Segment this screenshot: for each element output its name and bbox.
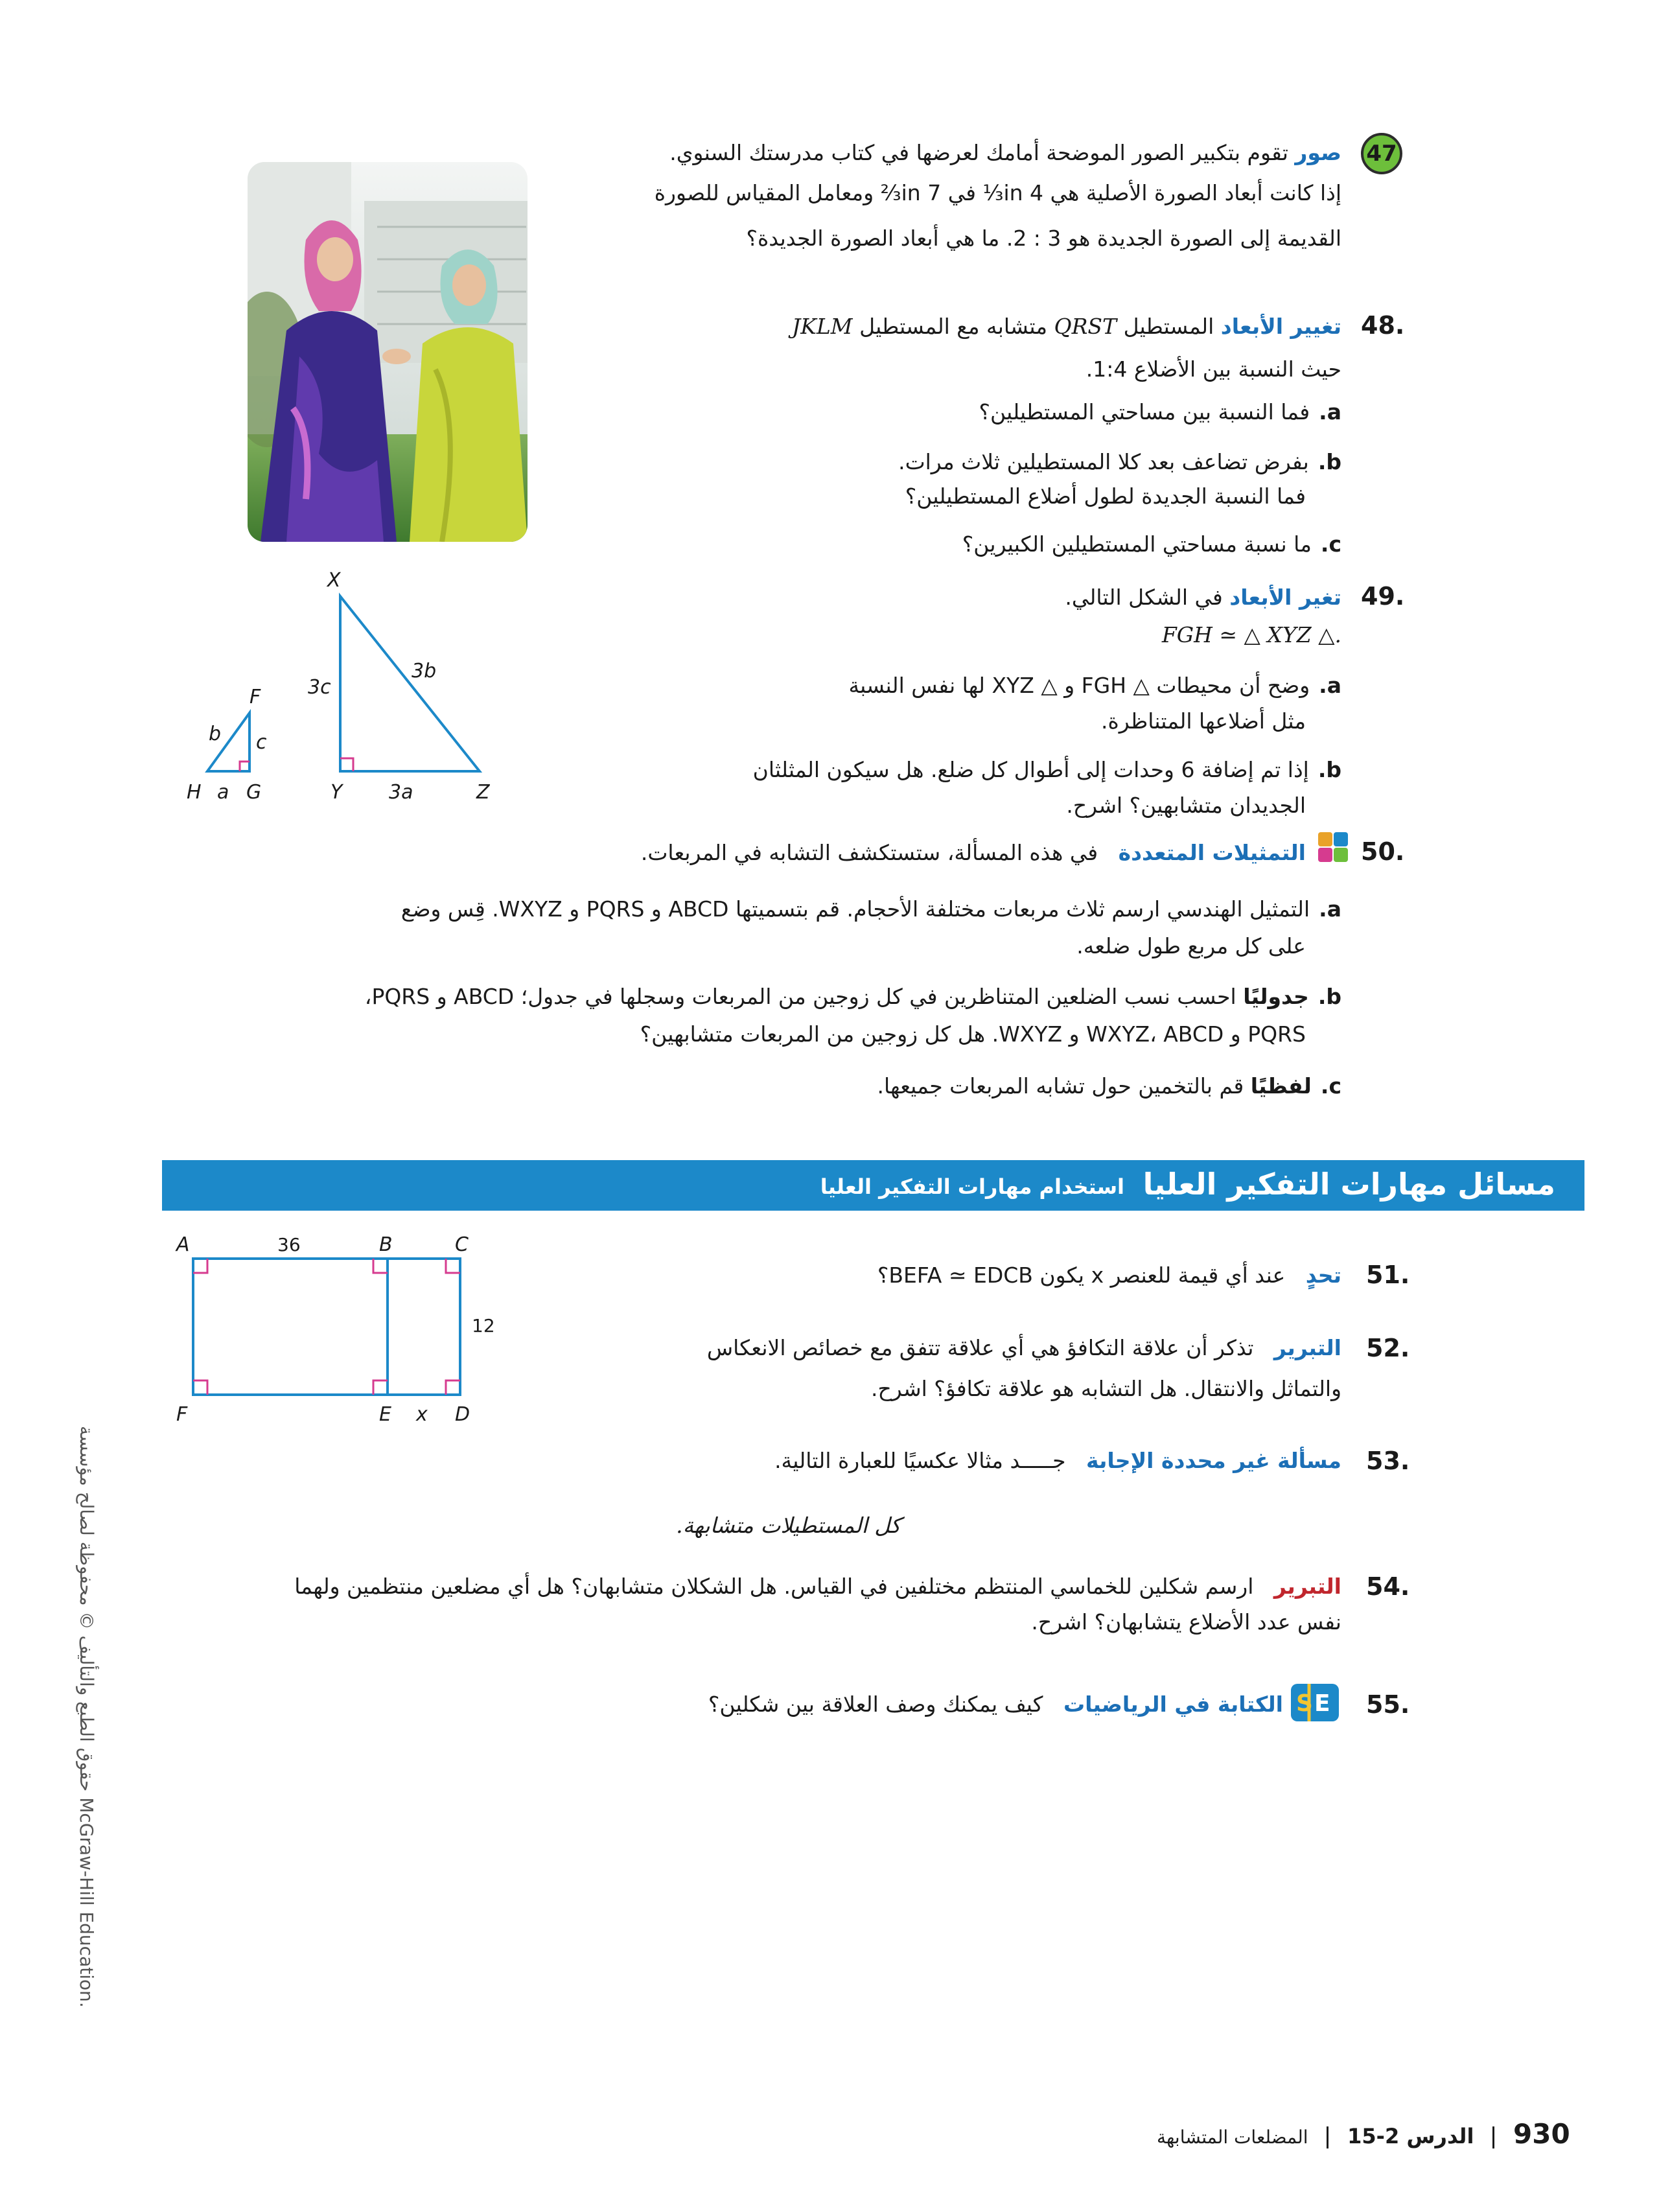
problem-50-b-label: b.	[1317, 984, 1341, 1009]
copyright-text: حقوق الطبع والتأليف © محفوظة لصالح مؤسسة McGraw-Hill Education.	[76, 1426, 97, 2008]
problem-48-text-a: المستطيل	[1123, 314, 1214, 339]
problem-52-keyword: التبرير	[1273, 1335, 1341, 1360]
problem-53-line1	[499, 1443, 1341, 1479]
label-f: F	[249, 686, 261, 708]
problem-49-b-line2: الجديدان متشابهين؟ اشرح.	[1066, 793, 1306, 818]
problem-50-line1	[334, 835, 1306, 871]
hots-banner	[162, 1160, 1584, 1211]
problem-49-similarity: .△ FGH ≃ △ XYZ	[1161, 622, 1341, 647]
label-rect-36: 36	[277, 1234, 301, 1255]
label-rect-a: A	[176, 1233, 190, 1256]
right-angle-e	[373, 1380, 388, 1395]
label-c: c	[256, 731, 267, 754]
problem-49-line1	[499, 579, 1341, 616]
problem-48-b-line2: فما النسبة الجديدة لطول أضلاع المستطيلين؟	[905, 483, 1306, 509]
footer-lesson: الدرس 2-15	[1347, 2124, 1474, 2148]
problem-49-number: 49.	[1361, 582, 1405, 611]
problem-48-number: 48.	[1361, 311, 1405, 340]
problem-51-keyword: تحدٍ	[1305, 1263, 1341, 1288]
problem-49-keyword: تغير الأبعاد	[1229, 585, 1341, 610]
problem-55-text: كيف يمكنك وصف العلاقة بين شكلين؟	[708, 1692, 1043, 1717]
rect-qrst: QRST	[1054, 314, 1117, 339]
rect-jklm: JKLM	[791, 314, 853, 339]
rect-befa	[193, 1259, 388, 1395]
copyright-sidebar	[76, 1426, 97, 2008]
problem-54-line2: نفس عدد الأضلاع يتشابهان؟ اشرح.	[1031, 1609, 1341, 1635]
problem-53-keyword: مسألة غير محددة الإجابة	[1086, 1448, 1341, 1473]
problem-50-c-text: قم بالتخمين حول تشابه المربعات جميعها.	[877, 1073, 1244, 1099]
problem-55-keyword: الكتابة في الرياضيات	[1063, 1692, 1283, 1717]
problem-48-a-label: a.	[1319, 399, 1341, 425]
problem-50-a-label: a.	[1319, 896, 1341, 922]
right-angle-d	[446, 1380, 460, 1395]
label-rect-f: F	[176, 1403, 188, 1426]
problem-49-text: في الشكل التالي.	[1065, 585, 1223, 610]
banner-title: مسائل مهارات التفكير العليا	[1143, 1167, 1555, 1202]
problem-47-line1: تقوم بتكبير الصور الموضحة أمامك لعرضها في كتاب مدرستك السنوي.	[669, 140, 1288, 165]
problem-50-c	[240, 1068, 1341, 1104]
problem-50-a	[240, 891, 1341, 927]
footer-divider	[1327, 2126, 1328, 2148]
right-angle-f	[193, 1380, 207, 1395]
problem-51	[499, 1257, 1341, 1294]
problem-49-a-line2: مثل أضلاعها المتناظرة.	[1101, 708, 1306, 734]
problem-48-text-b: متشابه مع المستطيل	[859, 314, 1048, 339]
problem-50-a-line1: التمثيل الهندسي ارسم ثلاث مربعات مختلفة الأحجام. قم بتسميتها ABCD و PQRS و WXYZ. قِس وضع	[400, 896, 1310, 922]
label-g: G	[246, 781, 262, 804]
banner-subtitle: استخدام مهارات التفكير العليا	[820, 1174, 1124, 1199]
problem-49-b-label: b.	[1317, 757, 1341, 782]
right-angle-b	[373, 1259, 388, 1273]
problem-48-b-line1: بفرض تضاعف بعد كلا المستطيلين ثلاث مرات.	[898, 449, 1309, 474]
problem-50-a-line2: على كل مربع طول ضلعه.	[1076, 933, 1306, 959]
label-x: X	[327, 569, 341, 592]
footer-divider-2	[1492, 2126, 1494, 2148]
problem-49-a	[499, 668, 1341, 704]
right-angle-g	[240, 762, 249, 771]
problem-49-a-line1: وضح أن محيطات △ FGH و △ XYZ لها نفس النسبة	[848, 673, 1310, 698]
triangles-figure	[175, 564, 525, 810]
right-angle-c	[446, 1259, 460, 1273]
rect-edcb	[388, 1259, 460, 1395]
label-z: Z	[476, 781, 490, 804]
label-h: H	[187, 781, 202, 804]
right-angle-a	[193, 1259, 207, 1273]
problem-55	[311, 1686, 1283, 1723]
problem-55-number: 55.	[1366, 1690, 1410, 1719]
problem-47-keyword: صور	[1295, 140, 1341, 165]
problem-53-quote: كل المستطيلات متشابهة.	[676, 1513, 901, 1538]
footer-title: المضلعات المتشابهة	[1157, 2126, 1308, 2148]
problem-47	[499, 135, 1341, 171]
problem-53-number: 53.	[1366, 1447, 1410, 1475]
label-rect-x: x	[416, 1403, 428, 1426]
problem-50-b-line1: احسب نسب الضلعين المتناظرين في كل زوجين من المربعات وسجلها في جدول؛ ABCD و PQRS،	[364, 984, 1236, 1009]
problem-52-number: 52.	[1366, 1334, 1410, 1362]
footer	[1157, 2118, 1570, 2150]
problem-53-text: جـــــد مثالا عكسيًا للعبارة التالية.	[774, 1448, 1066, 1473]
svg-text:E: E	[1314, 1690, 1330, 1717]
problem-47-number: 47	[1366, 141, 1397, 167]
label-rect-c: C	[455, 1233, 469, 1256]
svg-text:S: S	[1296, 1690, 1313, 1717]
problem-47-line2: إذا كانت أبعاد الصورة الأصلية هي in 4⅓ في in 7⅔ ومعامل المقياس للصورة	[654, 180, 1341, 205]
triangle-xyz	[340, 596, 480, 771]
problem-48-c	[499, 526, 1341, 563]
problem-50-b-keyword: جدوليًا	[1243, 984, 1309, 1009]
page-number: 930	[1513, 2118, 1570, 2150]
problem-47-line3: القديمة إلى الصورة الجديدة هو 3 : 2. ما هي أبعاد الصورة الجديدة؟	[746, 226, 1341, 251]
problem-48-line2: حيث النسبة بين الأضلاع 1:4.	[1085, 356, 1341, 382]
problem-50-c-keyword: لفظيًا	[1250, 1073, 1312, 1099]
problem-48-c-label: c.	[1320, 531, 1341, 557]
problem-48-a	[499, 394, 1341, 430]
label-rect-b: B	[379, 1233, 393, 1256]
problem-49-b-line1: إذا تم إضافة 6 وحدات إلى أطوال كل ضلع. هل سيكون المثلثان	[752, 757, 1309, 782]
problem-47-badge	[1361, 133, 1402, 174]
problem-52-line2: والتماثل والانتقال. هل التشابه هو علاقة تكافؤ؟ اشرح.	[871, 1376, 1341, 1401]
writing-in-math-icon	[1290, 1682, 1340, 1723]
problem-50-b	[240, 979, 1341, 1015]
label-rect-12: 12	[472, 1315, 495, 1336]
right-angle-y	[340, 758, 353, 771]
problem-50-b-line2: PQRS و WXYZ، ABCD و WXYZ. هل كل زوجين من المربعات متشابهين؟	[640, 1021, 1306, 1047]
label-rect-e: E	[379, 1403, 391, 1426]
problem-48-line1	[499, 309, 1341, 345]
problem-49-a-label: a.	[1319, 673, 1341, 698]
problem-50-text: في هذه المسألة، ستستكشف التشابه في المربعات.	[640, 840, 1098, 865]
problem-48-keyword: تغيير الأبعاد	[1220, 314, 1341, 339]
label-3a: 3a	[389, 781, 413, 804]
problem-51-text: عند أي قيمة للعنصر x يكون BEFA ≃ EDCB؟	[877, 1263, 1286, 1288]
label-rect-d: D	[455, 1403, 470, 1426]
problem-54-line1	[110, 1568, 1341, 1605]
label-3b: 3b	[412, 660, 437, 682]
problem-50-keyword: التمثيلات المتعددة	[1118, 840, 1306, 865]
label-b: b	[209, 723, 222, 745]
problem-54-text: ارسم شكلين للخماسي المنتظم مختلفين في القياس. هل الشكلان متشابهان؟ هل أي مضلعين منتظمين ولهما	[294, 1574, 1254, 1599]
label-a: a	[217, 781, 229, 804]
problem-50-c-label: c.	[1320, 1073, 1341, 1099]
rectangle-figure	[168, 1225, 505, 1432]
problem-54-keyword: التبرير	[1273, 1574, 1341, 1599]
problem-48-c-text: ما نسبة مساحتي المستطيلين الكبيرين؟	[962, 531, 1312, 557]
problem-54-number: 54.	[1366, 1572, 1410, 1601]
problem-52-line1	[499, 1330, 1341, 1366]
multiple-representations-icon	[1316, 830, 1351, 865]
problem-48-a-text: فما النسبة بين مساحتي المستطيلين؟	[979, 399, 1310, 425]
label-3c: 3c	[308, 676, 331, 699]
label-y: Y	[331, 781, 343, 804]
problem-51-number: 51.	[1366, 1261, 1410, 1289]
problem-50-number: 50.	[1361, 837, 1405, 866]
problem-48-b-label: b.	[1317, 449, 1341, 474]
problem-52-text: تذكر أن علاقة التكافؤ هي أي علاقة تتفق مع خصائص الانعكاس	[706, 1335, 1254, 1360]
problem-48-b	[499, 444, 1341, 480]
